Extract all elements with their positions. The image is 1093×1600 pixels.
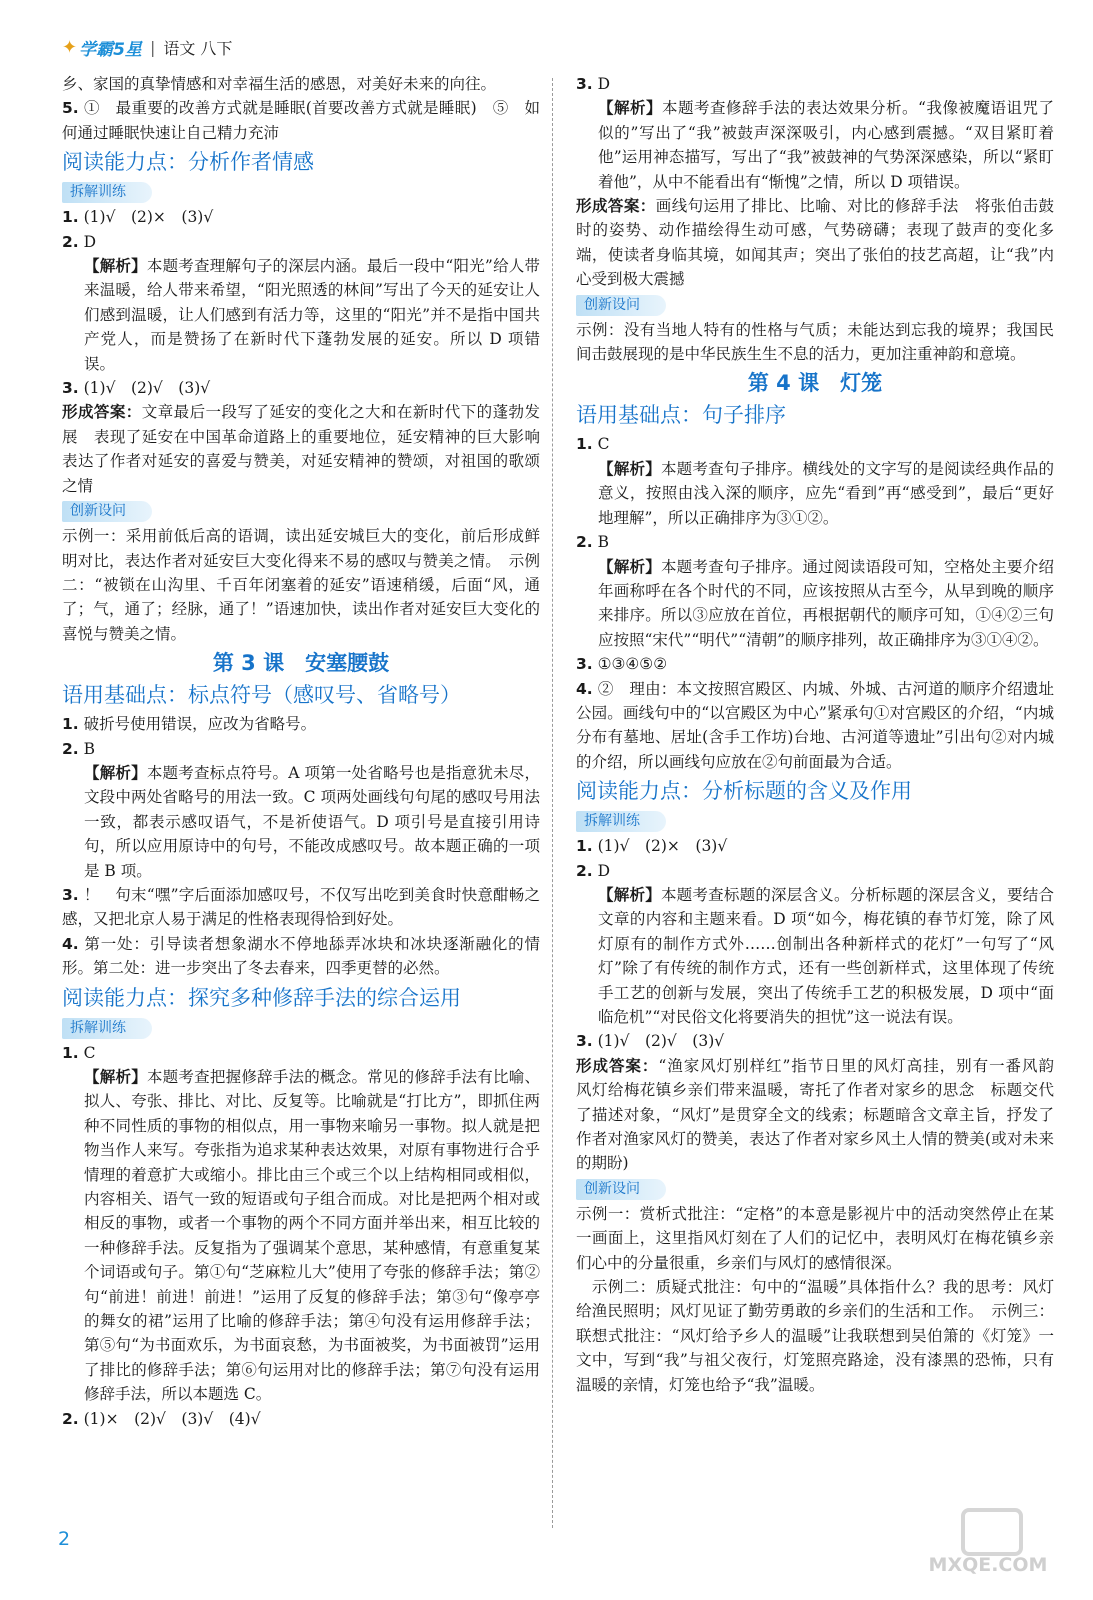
- watermark-text: MXQE.COM: [928, 1554, 1048, 1576]
- item-number: 5.: [62, 99, 79, 118]
- lesson-title: 第 3 课 安塞腰鼓: [212, 651, 390, 676]
- page-number: 2: [58, 1528, 71, 1550]
- answer-item: [62, 1041, 540, 1065]
- right-column: [576, 72, 1070, 1397]
- answer-item: [576, 1029, 1054, 1053]
- item-text: C: [597, 435, 610, 454]
- text-paragraph: 示例：没有当地人特有的性格与气质；未能达到忘我的境界；我国民间击鼓展现的是中华民族生生不息的活力，更加注重神韵和意境。: [576, 320, 1054, 364]
- lesson-title: 第 4 课 灯笼: [747, 371, 883, 396]
- section-tag: 拆解训练: [576, 811, 666, 832]
- answer-item: [576, 834, 1054, 858]
- section-tag: 创新设问: [576, 1179, 666, 1200]
- item-text: ！ 句末“嘿”字后面添加感叹号，不仅写出吃到美食时快意酣畅之感，又把北京人易于满足的性格表现得恰到好处。: [62, 885, 540, 929]
- item-text: D: [597, 75, 611, 93]
- analysis-label: 【解析】: [598, 98, 663, 118]
- answer-item: [576, 72, 1054, 96]
- answer-item: [62, 883, 540, 932]
- answer-item: [62, 932, 540, 981]
- item-text: (1)√ (2)√ (3)√: [83, 379, 211, 398]
- item-text: D: [597, 861, 611, 880]
- analysis-label: 【解析】: [598, 556, 661, 576]
- subject-label: 语文 八下: [163, 38, 233, 58]
- analysis-text: 本题考查句子排序。通过阅读语段可知，空格处主要介绍年画称呼在各个时代的不同，应该按照从古至今，从早到晚的顺序来排序。所以③应放在首位，再根据朝代的顺序可知，①④②三句应按照“宋代”“明代”“清朝”的顺序排列，故正确排序为③①④②。: [598, 557, 1054, 649]
- tag-row: [62, 179, 540, 205]
- item-text: (1)√ (2)× (3)√: [597, 837, 728, 856]
- section-tag: 创新设问: [62, 501, 152, 522]
- analysis-text: 本题考查理解句子的深层内涵。最后一段中“阳光”给人带来温暖，给人带来希望，“阳光照透的林间”写出了今天的延安让人们感到温暖，让人们感到有活力等，这里的“阳光”并不是指中国共产党人，而是赞扬了在新时代下蓬勃发展的延安。所以 D 项错误。: [84, 257, 540, 373]
- answer-item: [62, 376, 540, 400]
- item-text: B: [83, 739, 96, 758]
- analysis-paragraph: [576, 883, 1054, 1029]
- section-heading: 语用基础点：标点符号（感叹号、省略号）: [62, 683, 461, 708]
- section-tag: 拆解训练: [62, 1018, 152, 1039]
- analysis-text: 本题考查标题的深层含义。分析标题的深层含义，要结合文章的内容和主题来看。D 项“如今，梅花镇的春节灯笼，除了风灯原有的制作方式外……创制出各种新样式的花灯”一句写了“风灯”除了有传统的制作方式，还有一些创新样式，这里体现了传统手工艺的创新与发展，突出了传统手工艺的积极发展，D 项中“面临危机”“对民俗文化将要消失的担忧”这一说法有误。: [598, 885, 1054, 1026]
- item-number: 3.: [62, 885, 79, 904]
- item-number: 1.: [62, 715, 79, 734]
- analysis-text: 本题考查把握修辞手法的概念。常见的修辞手法有比喻、拟人、夸张、排比、对比、反复等。比喻就是“打比方”，即抓住两种不同性质的事物的相似点，用一事物来喻另一事物。拟人就是把物当作人来写。夸张指为追求某种表达效果，对原有事物进行合乎情理的着意扩大或缩小。排比由三个或三个以上结构相同或相似，内容相关、语气一致的短语或句子组合而成。对比是把两个相对或相反的事物，或者一个事物的两个不同方面并举出来，相互比较的一种修辞手法。反复指为了强调某个意思，某种感情，有意重复某个词语或句子。第①句“芝麻粒儿大”使用了夸张的修辞手法；第②句“前进！前进！前进！”运用了反复的修辞手法；第③句“像亭亭的舞女的裙”运用了比喻的修辞手法；第④句没有运用修辞手法；第⑤句“为书面欢乐，为书面哀愁，为书面被奖，为书面被罚”运用了排比的修辞手法；第⑥句运用对比的修辞手法；第⑦句没有运用修辞手法，所以本题选 C。: [84, 1068, 540, 1404]
- item-text: (1)× (2)√ (3)√ (4)√: [83, 1409, 261, 1428]
- formed-answer: [576, 194, 1054, 292]
- item-number: 4.: [576, 679, 593, 698]
- header-separator: |: [149, 37, 156, 57]
- item-number: 3.: [576, 1032, 593, 1051]
- answer-item: [576, 677, 1054, 775]
- section-tag: 拆解训练: [62, 182, 152, 203]
- tag-row: [576, 292, 1054, 318]
- analysis-paragraph: [62, 1065, 540, 1407]
- answer-item: [62, 712, 540, 736]
- item-text: C: [83, 1043, 96, 1062]
- answer-item: [62, 96, 540, 145]
- answer-item: [576, 530, 1054, 554]
- item-number: 2.: [62, 739, 79, 758]
- item-number: 2.: [62, 232, 79, 251]
- formed-answer-text: 文章最后一段写了延安的变化之大和在新时代下的蓬勃发展 表现了延安在中国革命道路上的重要地位，延安精神的巨大影响 表达了作者对延安的喜爱与赞美，对延安精神的赞颂，对祖国的歌颂之情: [62, 403, 556, 495]
- section-heading: 阅读能力点：分析标题的含义及作用: [576, 779, 912, 804]
- text-paragraph: 示例一：赏析式批注：“定格”的本意是影视片中的活动突然停止在某一画面上，这里指风灯刻在了人们的记忆中，表明风灯在梅花镇乡亲们心中的分量很重，乡亲们与风灯的感情很深。: [576, 1204, 1054, 1272]
- text-paragraph: 乡、家国的真挚情感和对幸福生活的感恩，对美好未来的向往。: [62, 75, 497, 93]
- tag-row: [576, 808, 1054, 834]
- analysis-text: 本题考查标点符号。A 项第一处省略号也是指意犹未尽，文段中两处省略号的用法一致。C 项两处画线句句尾的感叹号用法一致，都表示感叹语气，不是祈使语气。D 项引号是直接引用诗句，所以应用原诗中的句号，不能改成感叹号。故本题正确的一项是 B 项。: [84, 763, 540, 880]
- analysis-text: 本题考查修辞手法的表达效果分析。“我像被魔语诅咒了似的”写出了“我”被鼓声深深吸引，内心感到震撼。“双目紧盯着他”运用神态描写，写出了“我”被鼓神的气势深深感染，所以“紧盯着他”，从中不能看出有“惭愧”之情，所以 D 项错误。: [598, 99, 1054, 191]
- item-text: ② 理由：本文按照宫殿区、内城、外城、古河道的顺序介绍遗址公园。画线句中的“以宫殿区为中心”紧承句①对宫殿区的介绍，“内城分布有墓地、居址(含手工作坊)台地、古河道等遗址”引出句②对内城的介绍，所以画线句应放在②句前面最为合适。: [576, 679, 1054, 771]
- text-paragraph: 示例一：采用前低后高的语调，读出延安城巨大的变化，前后形成鲜明对比，表达作者对延安巨大变化得来不易的感叹与赞美之情。 示例二：“被锁在山沟里、千百年闭塞着的延安”语速稍缓，后面“风，通了；气，通了；经脉，通了！”语速加快，读出作者对延安巨大变化的喜悦与赞美之情。: [62, 527, 540, 643]
- item-number: 3.: [576, 655, 593, 674]
- analysis-label: 【解析】: [84, 762, 147, 782]
- analysis-text: 本题考查句子排序。横线处的文字写的是阅读经典作品的意义，按照由浅入深的顺序，应先“看到”再“感受到”，最后“更好地理解”，所以正确排序为③①②。: [598, 459, 1054, 527]
- item-number: 3.: [576, 75, 593, 93]
- brand-logo-icon: ✦: [62, 36, 78, 58]
- item-number: 1.: [62, 208, 79, 227]
- formed-answer-label: 形成答案：: [576, 1055, 659, 1075]
- item-number: 4.: [62, 934, 79, 953]
- item-number: 2.: [576, 861, 593, 880]
- watermark-logo-icon: [961, 1508, 1023, 1556]
- formed-answer: [62, 400, 556, 498]
- answer-item: [62, 205, 540, 229]
- analysis-paragraph: [576, 555, 1054, 653]
- section-heading: 阅读能力点：分析作者情感: [62, 150, 314, 175]
- item-text: D: [83, 232, 97, 251]
- item-text: 第一处：引导读者想象湖水不停地舔弄冰块和冰块逐渐融化的情形。第二处：进一步突出了冬去春来，四季更替的必然。: [62, 934, 540, 978]
- answer-item: [62, 737, 540, 761]
- item-text: 破折号使用错误，应改为省略号。: [83, 715, 317, 734]
- watermark: [913, 1508, 1063, 1580]
- item-text: ①③④⑤②: [597, 655, 668, 674]
- analysis-paragraph: [576, 96, 1054, 194]
- item-text: (1)√ (2)× (3)√: [83, 208, 214, 227]
- text-paragraph: 示例二：质疑式批注：句中的“温暖”具体指什么？我的思考：风灯给渔民照明；风灯见证了勤劳勇敢的乡亲们的生活和工作。 示例三：联想式批注：“风灯给予乡人的温暖”让我联想到吴伯箫的《灯笼》一文中，写到“我”与祖父夜行，灯笼照亮路途，没有漆黑的恐怖，只有温暖的亲情，灯笼也给予“我”温暖。: [576, 1278, 1054, 1394]
- tag-row: [62, 1015, 540, 1041]
- answer-item: [62, 230, 540, 254]
- answer-item: [62, 1407, 540, 1431]
- item-number: 2.: [62, 1409, 79, 1428]
- formed-answer-label: 形成答案：: [62, 402, 142, 422]
- formed-answer: [576, 1054, 1070, 1176]
- section-heading: 语用基础点：句子排序: [576, 403, 786, 428]
- formed-answer-label: 形成答案：: [576, 196, 656, 216]
- analysis-label: 【解析】: [598, 458, 661, 478]
- left-column: [62, 72, 556, 1431]
- item-number: 1.: [576, 435, 593, 454]
- tag-row: [62, 498, 540, 524]
- formed-answer-text: 画线句运用了排比、比喻、对比的修辞手法 将张伯击鼓时的姿势、动作描绘得生动可感，气势磅礴；表现了鼓声的变化多端，使读者身临其境，如闻其声；突出了张伯的技艺高超，让“我”内心受到极大震撼: [576, 197, 1054, 289]
- column-divider: [552, 78, 553, 1528]
- item-number: 3.: [62, 379, 79, 398]
- tag-row: [576, 1176, 1054, 1202]
- page-header: [62, 34, 232, 60]
- item-text: ① 最重要的改善方式就是睡眠(首要改善方式就是睡眠) ⑤ 如何通过睡眠快速让自己精力充沛: [62, 99, 540, 142]
- analysis-paragraph: [62, 254, 540, 376]
- analysis-paragraph: [62, 761, 540, 883]
- item-number: 1.: [576, 837, 593, 856]
- answer-item: [576, 652, 1054, 676]
- analysis-paragraph: [576, 457, 1054, 530]
- item-text: (1)√ (2)√ (3)√: [597, 1032, 725, 1051]
- item-number: 2.: [576, 533, 593, 552]
- section-tag: 创新设问: [576, 295, 666, 316]
- answer-item: [576, 432, 1054, 456]
- section-heading: 阅读能力点：探究多种修辞手法的综合运用: [62, 985, 461, 1010]
- item-number: 1.: [62, 1043, 79, 1062]
- answer-item: [576, 859, 1054, 883]
- item-text: B: [597, 533, 610, 552]
- formed-answer-text: “渔家风灯别样红”指节日里的风灯高挂，别有一番风韵 风灯给梅花镇乡亲们带来温暖，寄托了作者对家乡的思念 标题交代了描述对象，“风灯”是贯穿全文的线索；标题暗含文章主旨，抒发了作者对渔家风灯的赞美，表达了作者对家乡风土人情的赞美(或对未来的期盼): [576, 1056, 1070, 1173]
- analysis-label: 【解析】: [84, 1067, 147, 1086]
- analysis-label: 【解析】: [598, 884, 661, 904]
- brand-name: 学霸5星: [79, 39, 142, 60]
- analysis-label: 【解析】: [84, 256, 147, 276]
